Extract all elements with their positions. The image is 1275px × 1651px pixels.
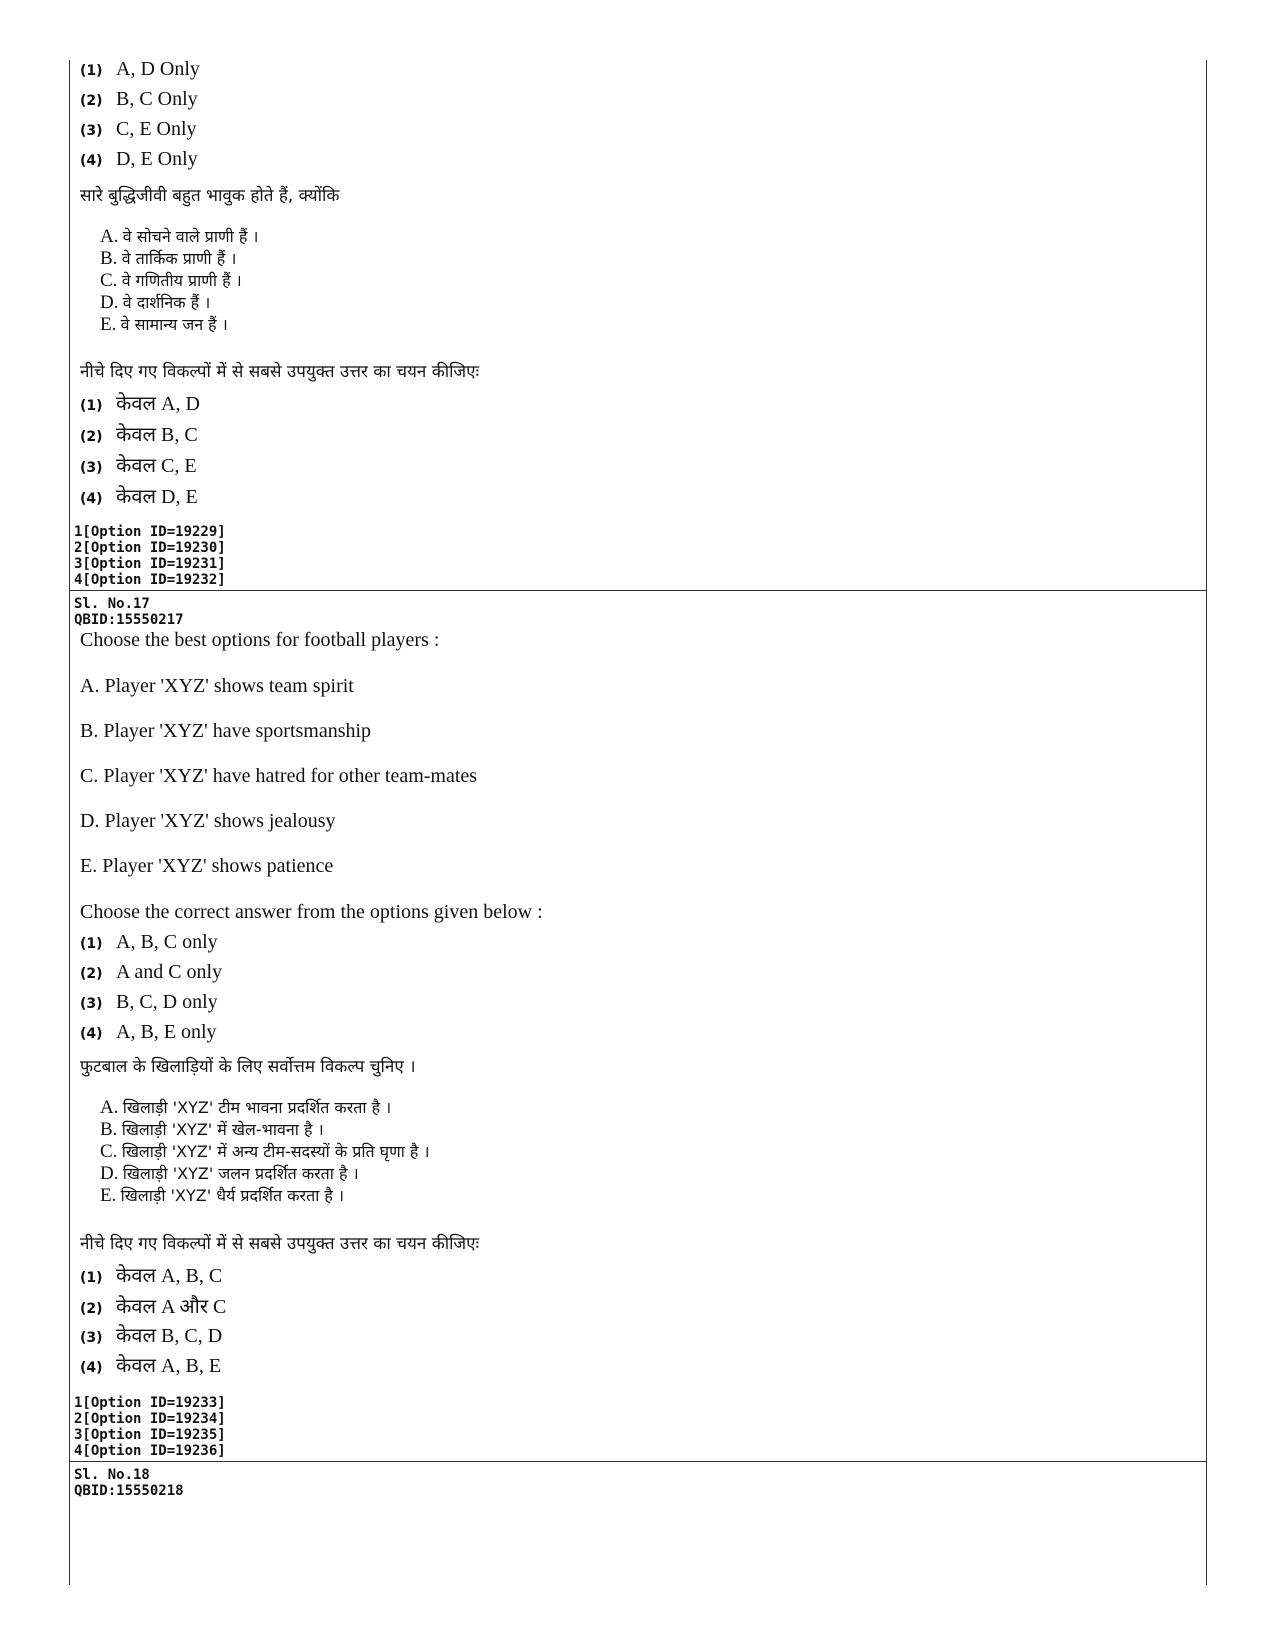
q17-hi-statements [100, 1097, 430, 1207]
q16-hi-option-2: (2) केवल B, C [80, 424, 198, 446]
q16-hi-statement-d: D. वे दार्शनिक हैं । [100, 292, 211, 313]
option-id: 2[Option ID=19234] [74, 1411, 226, 1427]
q17-statement-c: C. Player 'XYZ' have hatred for other team-mates [80, 765, 478, 787]
option-id: 3[Option ID=19235] [74, 1427, 226, 1443]
q16-hi-option-4: (4) केवल D, E [80, 486, 198, 508]
q17-instruction: Choose the correct answer from the options given below : [80, 901, 543, 923]
q16-hi-statement-a: A. वे सोचने वाले प्राणी हैं । [100, 226, 259, 247]
q17-hi-statement-c: C. खिलाड़ी 'XYZ' में अन्य टीम-सदस्यों के प्रति घृणा है । [100, 1141, 430, 1162]
option-id: 4[Option ID=19232] [74, 572, 226, 588]
serial-number: Sl. No.18 [74, 1467, 150, 1483]
q16-hi-instruction: नीचे दिए गए विकल्पों में से सबसे उपयुक्त उत्तर का चयन कीजिएः [80, 362, 479, 382]
option-id: 3[Option ID=19231] [74, 556, 226, 572]
q17-en-option-1: (1) A, B, C only [80, 931, 218, 953]
serial-number: Sl. No.17 [74, 596, 150, 612]
q17-hi-statement-b: B. खिलाड़ी 'XYZ' में खेल-भावना है । [100, 1119, 324, 1140]
q16-hi-statement-c: C. वे गणितीय प्राणी हैं । [100, 270, 242, 291]
q17-hi-statement-e: E. खिलाड़ी 'XYZ' धैर्य प्रदर्शित करता है । [100, 1185, 345, 1206]
q17-hi-statement-a: A. खिलाड़ी 'XYZ' टीम भावना प्रदर्शित करता है । [100, 1097, 392, 1118]
qbid: QBID:15550218 [74, 1483, 184, 1499]
q17-hi-option-1: (1) केवल A, B, C [80, 1265, 223, 1287]
q16-hi-option-3: (3) केवल C, E [80, 455, 197, 477]
q16-en-option-1: (1) A, D Only [80, 58, 200, 80]
q17-statement-e: E. Player 'XYZ' shows patience [80, 855, 334, 877]
q17-question: Choose the best options for football players : [80, 629, 440, 651]
q17-statement-a: A. Player 'XYZ' shows team spirit [80, 675, 354, 697]
q16-hi-statement-e: E. वे सामान्य जन हैं । [100, 314, 228, 335]
option-id: 2[Option ID=19230] [74, 540, 226, 556]
q16-en-option-3: (3) C, E Only [80, 118, 197, 140]
q17-statement-b: B. Player 'XYZ' have sportsmanship [80, 720, 372, 742]
q17-hi-statement-d: D. खिलाड़ी 'XYZ' जलन प्रदर्शित करता है । [100, 1163, 359, 1184]
q16-hi-question: सारे बुद्धिजीवी बहुत भावुक होते हैं, क्योंकि [80, 186, 340, 206]
q17-en-option-4: (4) A, B, E only [80, 1021, 217, 1043]
q17-en-option-3: (3) B, C, D only [80, 991, 218, 1013]
right-border [1206, 60, 1207, 1585]
qbid: QBID:15550217 [74, 612, 184, 628]
q17-hi-option-4: (4) केवल A, B, E [80, 1355, 222, 1377]
q16-en-option-4: (4) D, E Only [80, 148, 198, 170]
left-border [69, 60, 70, 1585]
option-id: 1[Option ID=19229] [74, 524, 226, 540]
question-divider [69, 590, 1207, 591]
q17-hi-option-3: (3) केवल B, C, D [80, 1325, 223, 1347]
option-id: 1[Option ID=19233] [74, 1395, 226, 1411]
option-id: 4[Option ID=19236] [74, 1443, 226, 1459]
q17-option-ids [74, 1395, 226, 1459]
question-divider [69, 1461, 1207, 1462]
q16-hi-statement-b: B. वे तार्किक प्राणी हैं । [100, 248, 237, 269]
q17-hi-instruction: नीचे दिए गए विकल्पों में से सबसे उपयुक्त उत्तर का चयन कीजिएः [80, 1234, 479, 1254]
q17-hi-option-2: (2) केवल A और C [80, 1296, 227, 1318]
q16-option-ids [74, 524, 226, 588]
q17-en-option-2: (2) A and C only [80, 961, 223, 983]
q16-hi-statements [100, 226, 258, 336]
q16-en-option-2: (2) B, C Only [80, 88, 198, 110]
q16-hi-option-1: (1) केवल A, D [80, 393, 200, 415]
q17-hi-question: फुटबाल के खिलाड़ियों के लिए सर्वोत्तम विकल्प चुनिए । [80, 1057, 416, 1077]
q17-header [74, 596, 184, 628]
q18-header [74, 1467, 184, 1499]
q17-statement-d: D. Player 'XYZ' shows jealousy [80, 810, 336, 832]
